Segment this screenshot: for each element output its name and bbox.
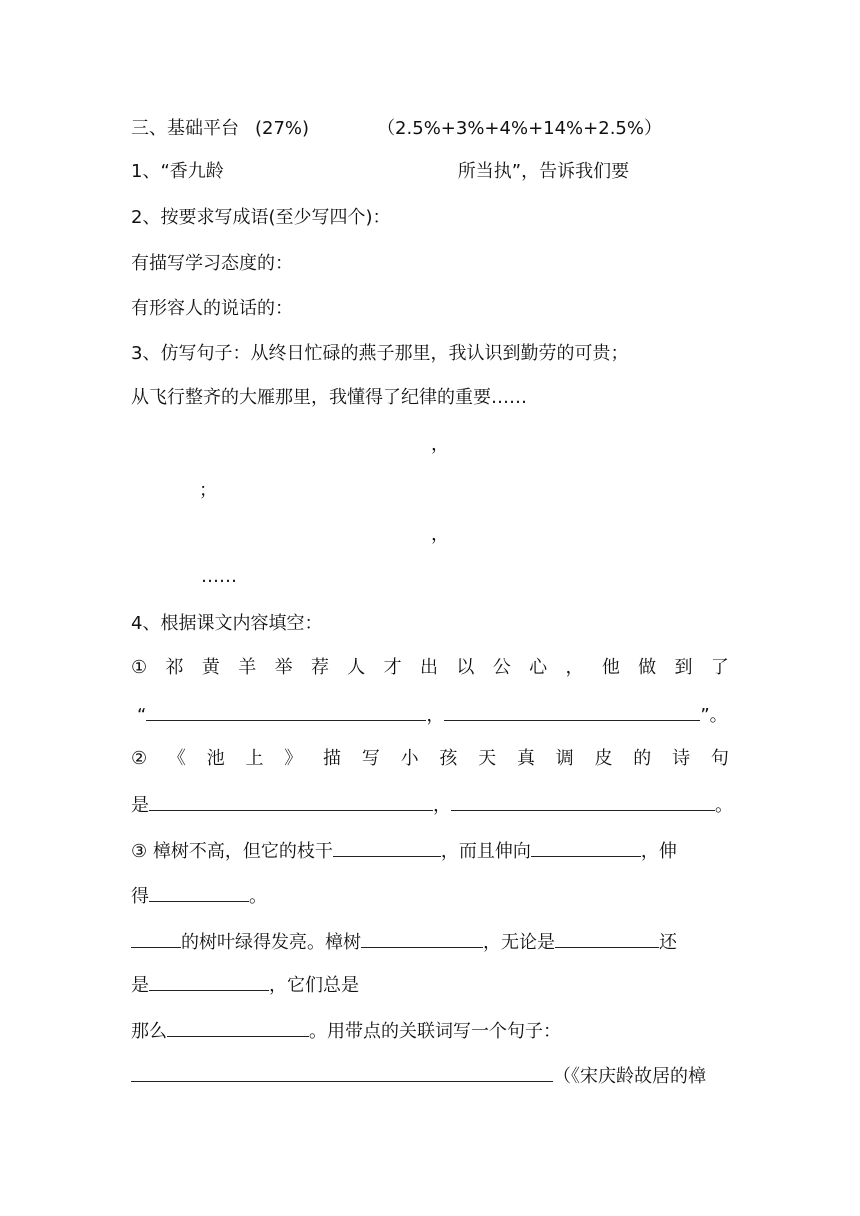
q4-item1-char: 荐 — [310, 657, 329, 678]
answer-blank[interactable] — [451, 792, 715, 811]
q4-item2-char: 真 — [516, 748, 535, 769]
q4-item1-char: 公 — [492, 657, 511, 678]
q4-item3-line-1 — [131, 838, 677, 864]
q4-item3-l: 。用带点的关联词写一个句子： — [309, 1021, 561, 1042]
answer-blank[interactable] — [131, 1063, 553, 1082]
q4-item3-k: 那么 — [131, 1021, 167, 1042]
q4-item1-char: 举 — [274, 657, 293, 678]
q4-item2-char: 》 — [284, 748, 303, 769]
q4-item3-line-4 — [131, 972, 359, 998]
section-title: 三、基础平台 — [131, 118, 239, 139]
q4-item3-a: ③ 樟树不高，但它的枝干 — [131, 841, 333, 862]
q4-item3-j: ，它们总是 — [269, 975, 359, 996]
q4-item2-sep: ， — [433, 795, 451, 816]
q4-item1-blanks — [137, 702, 728, 728]
answer-blank[interactable] — [333, 838, 441, 857]
q4-item1-char: 心 — [529, 657, 548, 678]
q4-item3-line-2 — [131, 883, 267, 909]
q4-item1-char: 到 — [674, 657, 693, 678]
q4-item2-char: 天 — [478, 748, 497, 769]
q4-item1-char: ① — [131, 657, 148, 678]
q4-item2-char: ② — [131, 748, 148, 769]
q4-item3-line-3 — [131, 929, 677, 955]
q4-item1-char: 羊 — [238, 657, 257, 678]
q4-item3-h: 还 — [659, 932, 677, 953]
q4-item3-c: ，伸 — [640, 841, 677, 862]
q2-line-a: 有描写学习态度的： — [131, 253, 293, 274]
q3-semicolon: ； — [199, 480, 217, 501]
section-heading — [131, 117, 662, 141]
q4-item2-char: 描 — [323, 748, 342, 769]
q4-item1-sep: ， — [426, 705, 445, 726]
q4-item2-is: 是 — [131, 795, 149, 816]
q4-item1-close-quote: ”。 — [700, 705, 728, 726]
question-1 — [131, 160, 629, 184]
q4-item2-char: 诗 — [672, 748, 691, 769]
q4-item2-char: 句 — [710, 748, 729, 769]
q3-comma-1: ， — [431, 434, 449, 455]
q4-item2-char: 调 — [555, 748, 574, 769]
q4-item3-g: ，无论是 — [483, 932, 555, 953]
question-2-title: 2、按要求写成语(至少写四个)： — [131, 207, 391, 228]
q4-item2-char: 池 — [206, 748, 225, 769]
q4-item2-line — [131, 747, 729, 771]
question-3-title: 3、仿写句子：从终日忙碌的燕子那里，我认识到勤劳的可贵； — [131, 343, 629, 364]
answer-blank[interactable] — [146, 702, 426, 721]
answer-blank[interactable] — [131, 929, 181, 948]
answer-blank[interactable] — [167, 1018, 309, 1037]
q4-item2-blanks — [131, 792, 733, 818]
q4-item2-char: 小 — [400, 748, 419, 769]
q4-item1-line — [131, 656, 729, 680]
q4-item3-b: ，而且伸向 — [440, 841, 531, 862]
q1-middle: 所当执”，告诉我们要 — [457, 161, 630, 182]
q4-item2-char: 孩 — [439, 748, 458, 769]
q4-item1-char: 他 — [601, 657, 620, 678]
answer-blank[interactable] — [444, 702, 700, 721]
q4-item1-char: 做 — [638, 657, 657, 678]
q4-item3-i: 是 — [131, 975, 149, 996]
q4-item1-char: 祁 — [165, 657, 184, 678]
answer-blank[interactable] — [361, 929, 483, 948]
q4-item3-line-5 — [131, 1018, 561, 1044]
q4-item1-char: 以 — [456, 657, 475, 678]
q4-item1-char: 了 — [710, 657, 729, 678]
q2-line-b: 有形容人的说话的： — [131, 298, 293, 319]
q4-item1-char: 人 — [347, 657, 366, 678]
q4-item1-char: ， — [565, 657, 584, 678]
q3-ellipsis: …… — [201, 566, 237, 587]
q4-item1-char: 出 — [420, 657, 439, 678]
q4-item2-char: 《 — [167, 748, 186, 769]
q1-prefix: 1、“香九龄 — [131, 161, 224, 182]
q4-item3-e: 。 — [249, 886, 267, 907]
q3-comma-2: ， — [431, 524, 449, 545]
section-breakdown: （2.5%+3%+4%+14%+2.5%） — [377, 118, 662, 139]
answer-blank[interactable] — [149, 883, 249, 902]
q4-item3-f: 的树叶绿得发亮。樟树 — [181, 932, 361, 953]
q4-item1-char: 才 — [383, 657, 402, 678]
q4-item3-line-6 — [131, 1063, 706, 1089]
q3-example-cont: 从飞行整齐的大雁那里，我懂得了纪律的重要…… — [131, 387, 527, 408]
q4-item2-char: 皮 — [594, 748, 613, 769]
q4-item1-open-quote: “ — [137, 705, 147, 726]
q4-item2-char: 的 — [633, 748, 652, 769]
section-score: (27%) — [255, 118, 310, 139]
answer-blank[interactable] — [149, 972, 269, 991]
q4-item2-end: 。 — [715, 795, 733, 816]
answer-blank[interactable] — [531, 838, 641, 857]
question-4-title: 4、根据课文内容填空： — [131, 613, 323, 634]
answer-blank[interactable] — [555, 929, 659, 948]
answer-blank[interactable] — [149, 792, 433, 811]
q4-item1-char: 黄 — [201, 657, 220, 678]
q4-item2-char: 写 — [361, 748, 380, 769]
q4-item3-m: （《宋庆龄故居的樟 — [553, 1066, 706, 1087]
q4-item3-d: 得 — [131, 886, 149, 907]
q4-item2-char: 上 — [245, 748, 264, 769]
